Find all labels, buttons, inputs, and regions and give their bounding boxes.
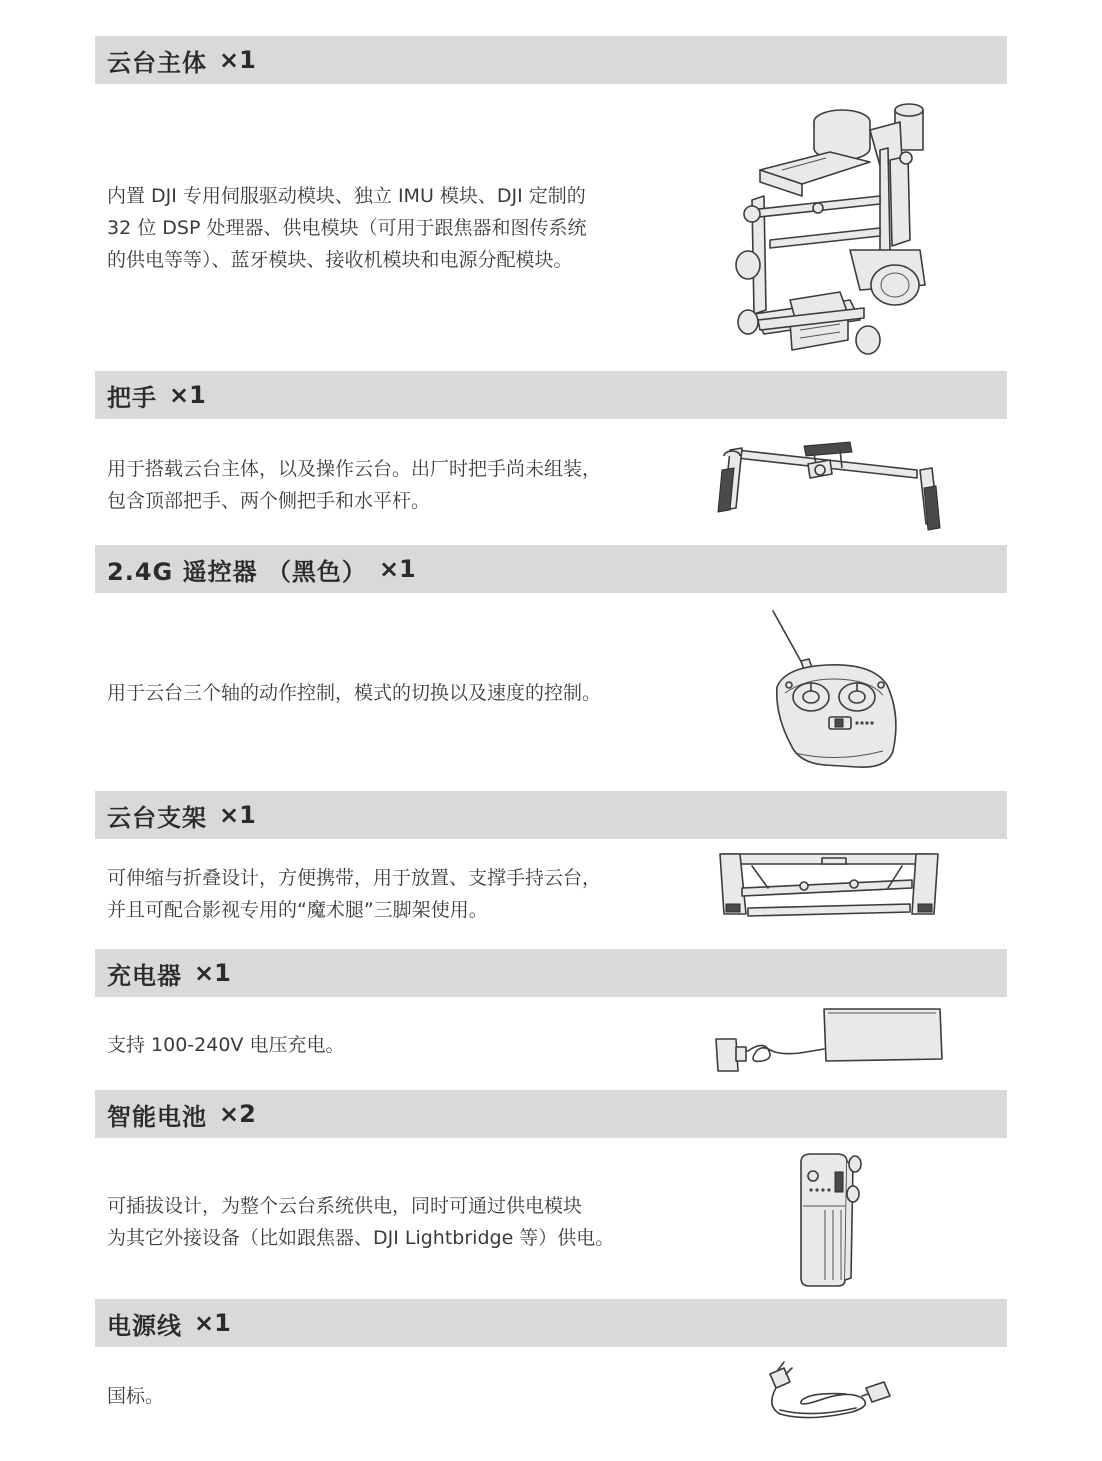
remote-controller-icon <box>765 605 910 775</box>
section-description: 可伸缩与折叠设计，方便携带，用于放置、支撑手持云台， 并且可配合影视专用的“魔术腿”三脚架使用。 <box>107 867 602 921</box>
section-header-battery <box>95 1090 1007 1138</box>
section-title: 2.4G 遥控器 （黑色） <box>107 557 367 586</box>
section-header-charger <box>95 949 1007 997</box>
section-quantity: ×1 <box>219 46 256 74</box>
section-description: 内置 DJI 专用伺服驱动模块、独立 IMU 模块、DJI 定制的 32 位 DSP 处理器、供电模块（可用于跟焦器和图传系统 的供电等等）、蓝牙模块、接收机模块和电源分配模块。 <box>107 185 587 271</box>
section-header-handle <box>95 371 1007 419</box>
section-description: 国标。 <box>107 1385 165 1407</box>
section-description: 用于搭载云台主体，以及操作云台。出厂时把手尚未组装， 包含顶部把手、两个侧把手和水平杆。 <box>107 458 602 512</box>
section-title: 云台主体 <box>107 48 207 77</box>
section-quantity: ×1 <box>194 959 231 987</box>
section-title: 充电器 <box>107 961 182 990</box>
section-quantity: ×1 <box>194 1309 231 1337</box>
gimbal-stand-icon <box>712 848 947 923</box>
section-title: 云台支架 <box>107 803 207 832</box>
gimbal-body-icon <box>730 100 945 365</box>
section-header-remote <box>95 545 1007 593</box>
section-description: 支持 100-240V 电压充电。 <box>107 1034 345 1056</box>
section-header-stand <box>95 791 1007 839</box>
section-header-gimbal-body <box>95 36 1007 84</box>
section-title: 把手 <box>107 383 157 412</box>
handle-bar-icon <box>712 440 947 535</box>
section-quantity: ×1 <box>219 801 256 829</box>
section-quantity: ×1 <box>169 381 206 409</box>
battery-icon <box>795 1150 870 1290</box>
section-title: 电源线 <box>107 1311 182 1340</box>
charger-icon <box>712 1005 952 1077</box>
section-quantity: ×2 <box>219 1100 256 1128</box>
section-quantity: ×1 <box>378 555 416 583</box>
section-header-power-cable <box>95 1299 1007 1347</box>
section-description: 用于云台三个轴的动作控制，模式的切换以及速度的控制。 <box>107 682 602 704</box>
power-cable-icon <box>762 1360 897 1425</box>
section-title: 智能电池 <box>107 1102 207 1131</box>
section-description: 可插拔设计，为整个云台系统供电，同时可通过供电模块 为其它外接设备（比如跟焦器、DJI Lightbridge 等）供电。 <box>107 1195 615 1249</box>
